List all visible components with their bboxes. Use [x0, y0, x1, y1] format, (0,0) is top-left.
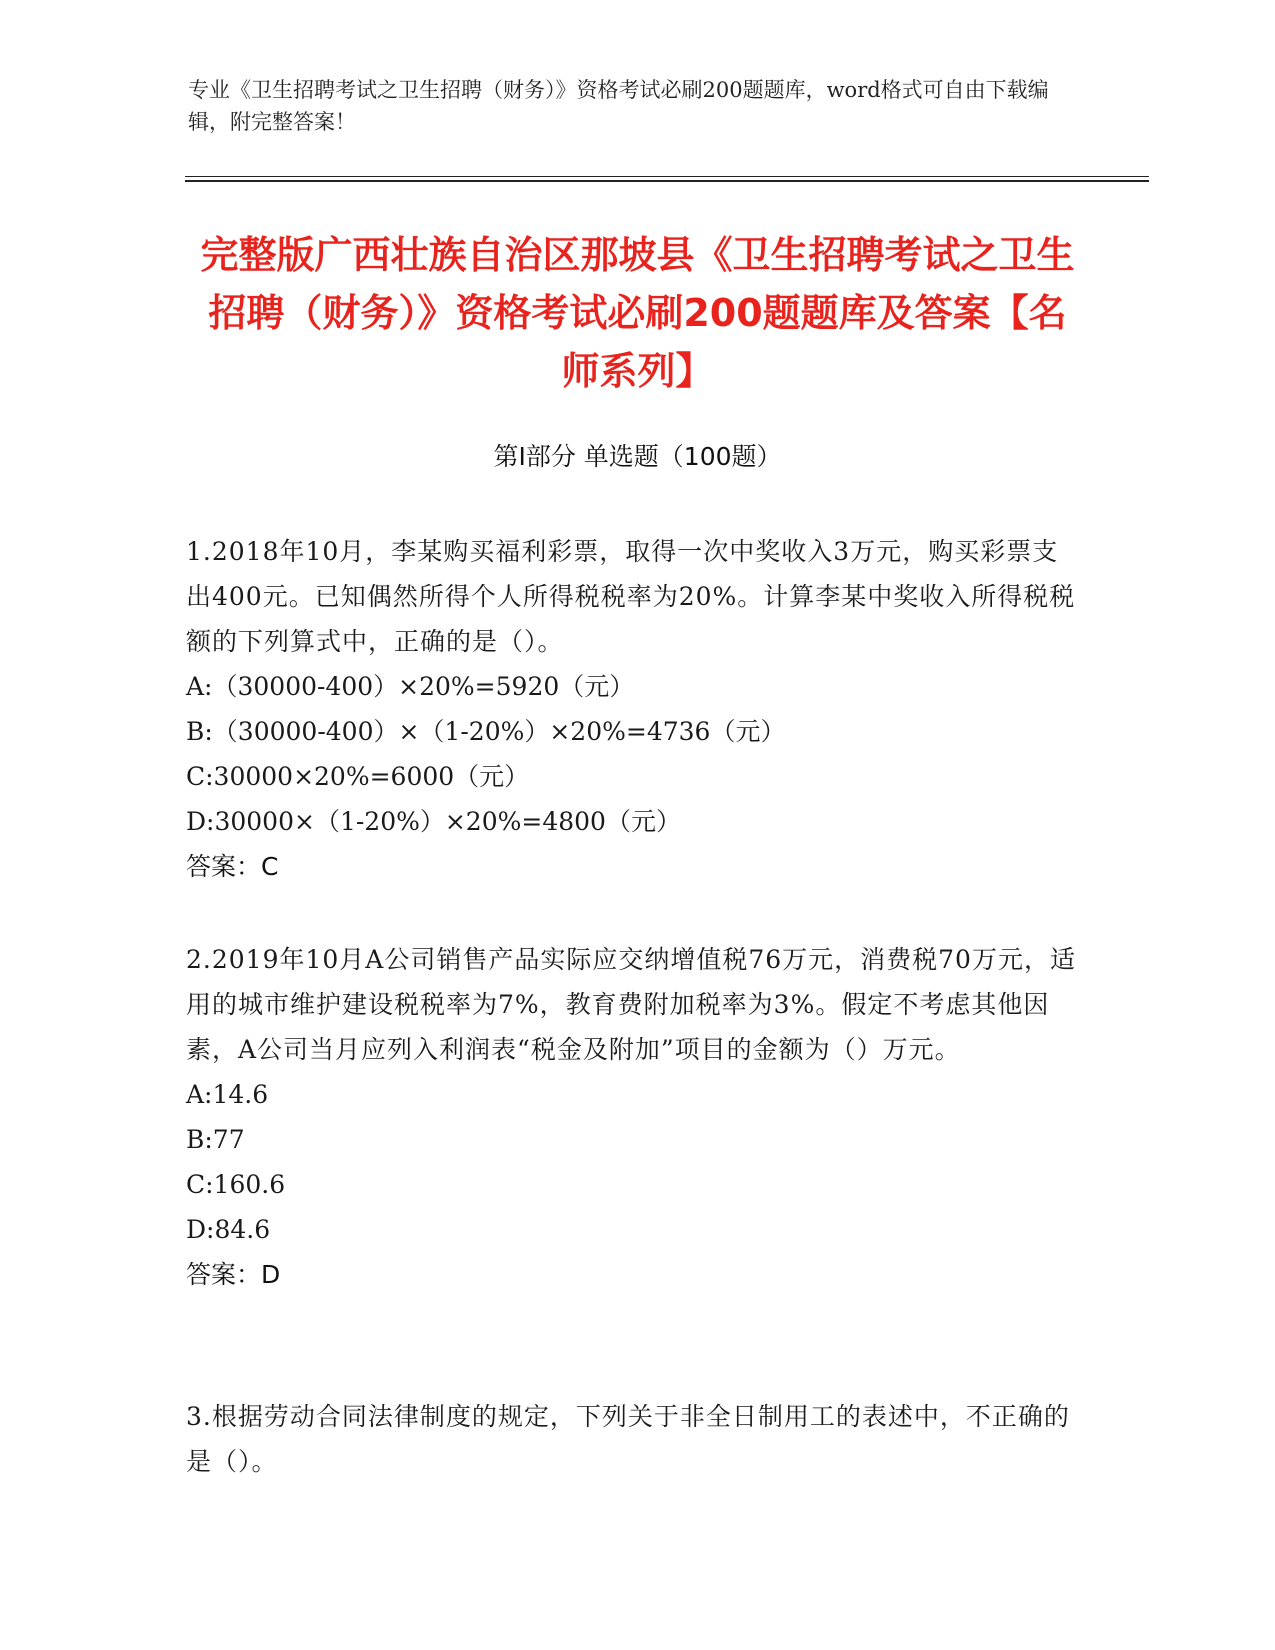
question-text: 2.2019年10月A公司销售产品实际应交纳增值税76万元，消费税70万元，适用的城市维护建设税税率为7%，教育费附加税率为3%。假定不考虑其他因素，A公司当月应列入利润表“税金及附加”项目的金额为（）万元。 — [186, 945, 1076, 1064]
option-a: A:（30000-400）×20%=5920（元） — [186, 672, 635, 701]
option-b: B:（30000-400）×（1-20%）×20%=4736（元） — [186, 717, 786, 746]
question-2 — [186, 937, 1076, 1297]
header-divider-thick — [185, 180, 1149, 182]
option-d: D:30000×（1-20%）×20%=4800（元） — [186, 807, 681, 836]
option-c: C:160.6 — [186, 1170, 286, 1199]
header-note: 专业《卫生招聘考试之卫生招聘（财务）》资格考试必刷200题题库，word格式可自由下载编辑，附完整答案！ — [188, 78, 1049, 134]
answer: 答案：C — [186, 852, 279, 881]
header-divider-thin — [185, 176, 1149, 177]
option-a: A:14.6 — [186, 1080, 269, 1109]
option-d: D:84.6 — [186, 1215, 271, 1244]
document-title: 完整版广西壮族自治区那坡县《卫生招聘考试之卫生招聘（财务）》资格考试必刷200题题库及答案【名师系列】 — [200, 233, 1075, 393]
question-text: 3.根据劳动合同法律制度的规定，下列关于非全日制用工的表述中，不正确的是（）。 — [186, 1402, 1070, 1476]
section-title: 第Ⅰ部分 单选题（100题） — [493, 442, 782, 471]
option-b: B:77 — [186, 1125, 245, 1154]
option-c: C:30000×20%=6000（元） — [186, 762, 530, 791]
question-1 — [186, 529, 1076, 889]
answer: 答案：D — [186, 1260, 281, 1289]
question-text: 1.2018年10月，李某购买福利彩票，取得一次中奖收入3万元，购买彩票支出400元。已知偶然所得个人所得税税率为20%。计算李某中奖收入所得税税额的下列算式中，正确的是（）。 — [186, 537, 1076, 656]
question-3 — [186, 1394, 1076, 1484]
